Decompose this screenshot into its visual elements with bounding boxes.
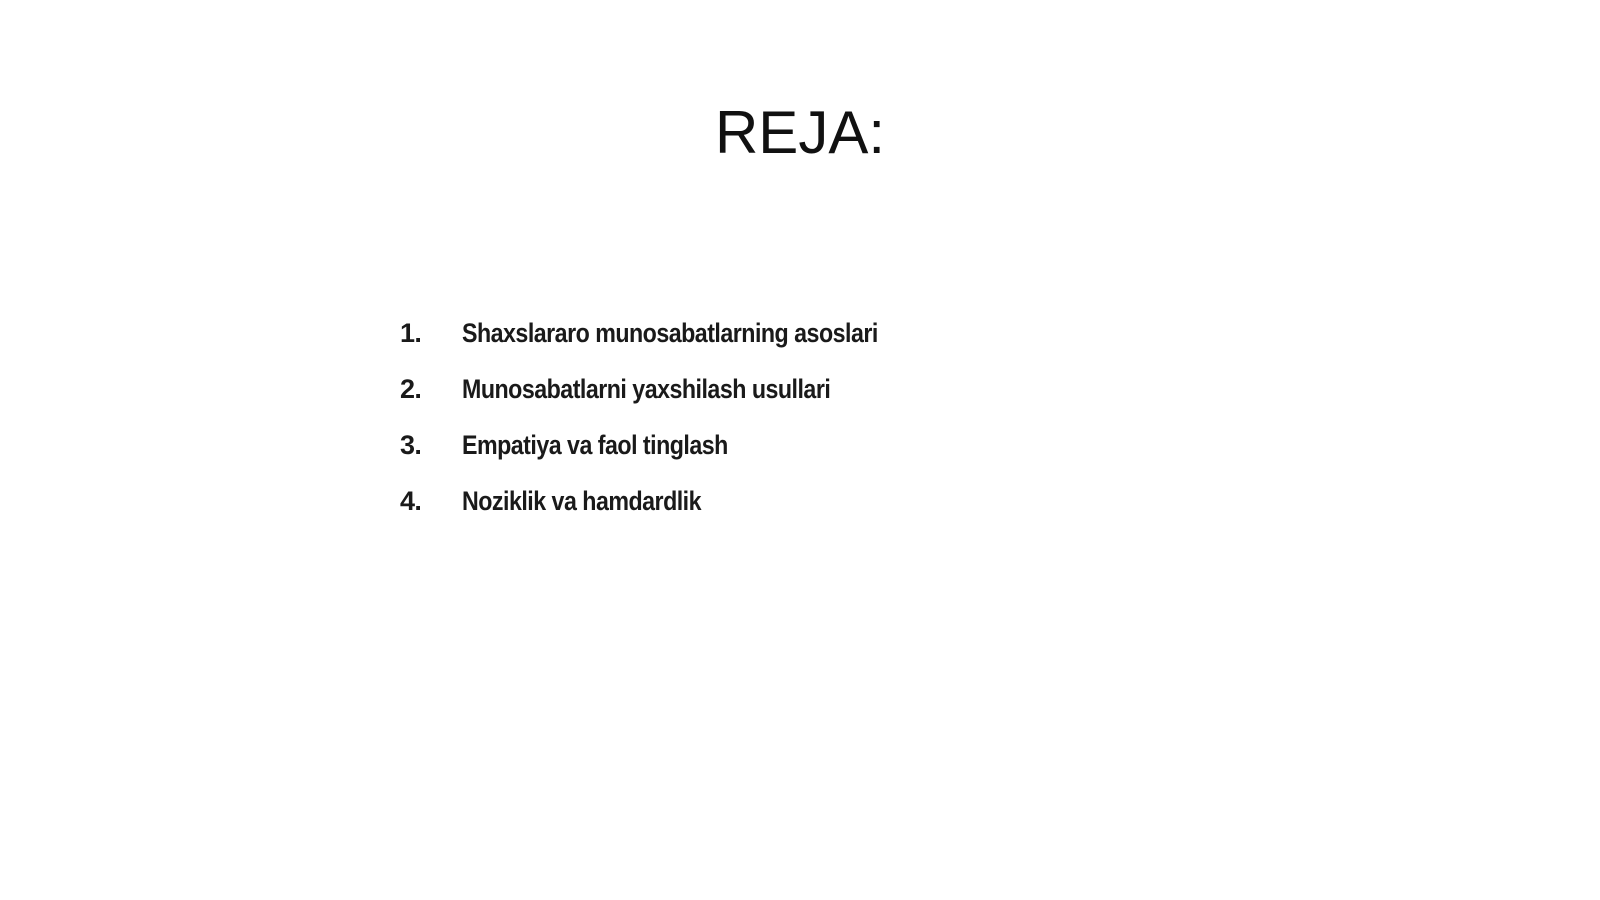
agenda-item-number: 3.	[400, 430, 422, 460]
agenda-item	[400, 430, 945, 486]
agenda-item-number: 4.	[400, 486, 422, 516]
agenda-item	[400, 486, 945, 542]
agenda-list	[400, 318, 945, 542]
agenda-item-text: Munosabatlarni yaxshilash usullari	[462, 374, 831, 404]
agenda-item	[400, 318, 945, 374]
agenda-item	[400, 374, 945, 430]
slide-title: REJA:	[714, 99, 886, 166]
agenda-item-text: Shaxslararo munosabatlarning asoslari	[462, 318, 878, 348]
agenda-item-number: 1.	[400, 318, 422, 348]
agenda-item-text: Noziklik va hamdardlik	[462, 486, 702, 516]
agenda-item-number: 2.	[400, 374, 422, 404]
agenda-item-text: Empatiya va faol tinglash	[462, 430, 728, 460]
